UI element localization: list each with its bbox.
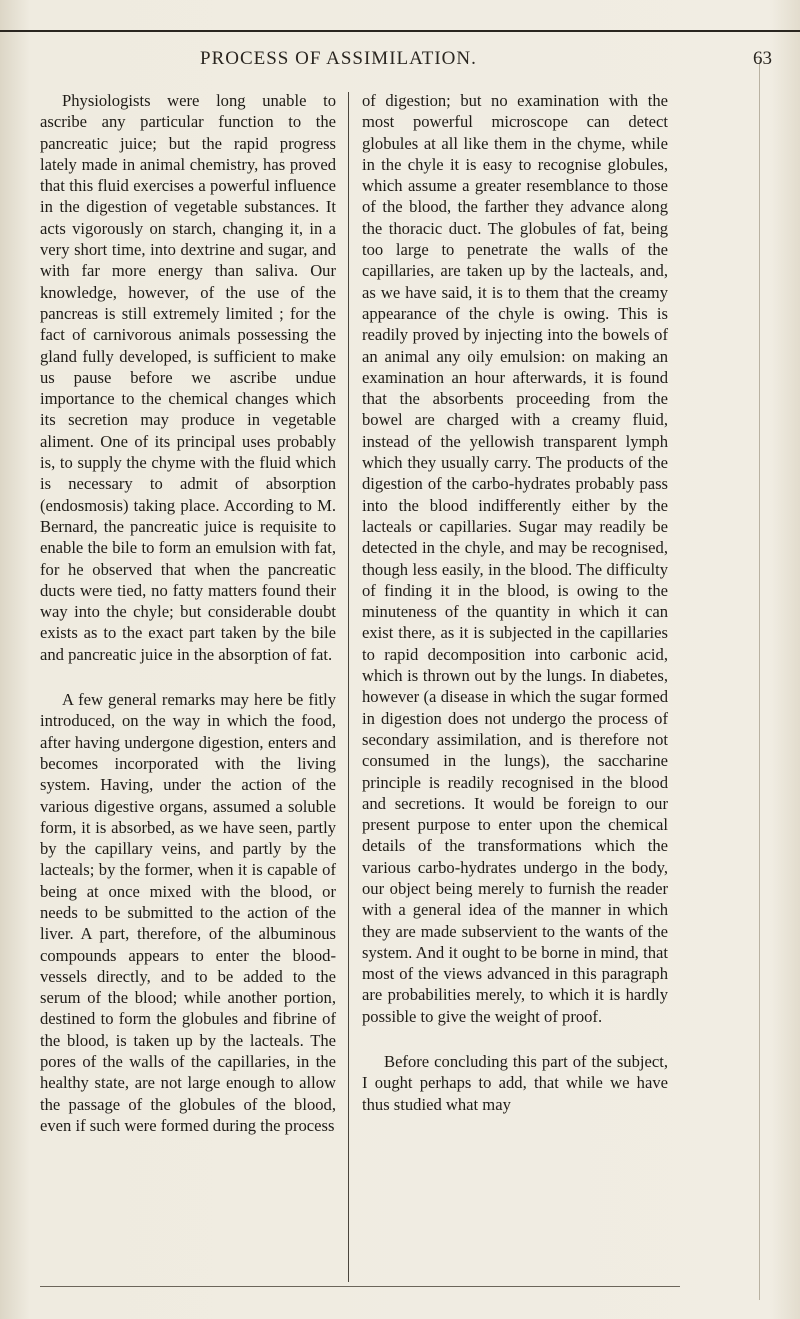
paragraph: Before concluding this part of the subject, I ought perhaps to add, that while we have thus studied what may [362,1052,668,1114]
running-head [0,48,800,78]
right-column [362,90,668,1115]
left-column [40,90,336,1136]
page-edge [759,60,800,1300]
paragraph: A few general remarks may here be fitly introduced, on the way in which the food, after having undergone digestion, enters and becomes incorporated with the living system. Having, under the action of the various digestive organs, assumed a soluble form, it is absorbed, as we have seen, partly by the capillary veins, and partly by the lacteals; by the former, when it is capable of being at once mixed with the blood, or needs to be submitted to the action of the liver. A part, therefore, of the albuminous compounds appears to enter the blood-vessels directly, and to be added to the serum of the blood; while another portion, destined to form the globules and fibrine of the blood, is taken up by the lacteals. The pores of the walls of the capillaries, in the healthy state, are not large enough to allow the passage of the globules of the blood, even if such were formed during the process [40,690,336,1135]
top-rule [0,30,800,32]
bottom-rule [40,1286,680,1287]
running-title: PROCESS OF ASSIMILATION. [200,48,477,69]
page-number: 63 [753,48,772,69]
paragraph: Physiologists were long unable to ascribe any particular function to the pancreatic juice; but the rapid progress lately made in animal chemistry, has proved that this fluid exercises a powerful influence in the digestion of vegetable substances. It acts vigorously on starch, changing it, in a very short time, into dextrine and sugar, and with far more energy than saliva. Our knowledge, however, of the use of the pancreas is still extremely limited ; for the fact of carnivorous animals possessing the gland fully developed, is sufficient to make us pause before we ascribe undue importance to the chemical changes which its secretion may produce in vegetable aliment. One of its principal uses probably is, to supply the chyme with the fluid which is necessary to admit of absorption (endosmosis) taking place. According to M. Bernard, the pancreatic juice is requisite to enable the bile to form an emulsion with fat, for he observed that when the pancreatic ducts were tied, no fatty matters found their way into the chyle; but considerable doubt exists as to the exact part taken by the bile and pancreatic juice in the absorption of fat. [40,91,336,664]
paragraph: of digestion; but no examination with the most powerful microscope can detect globules at all like them in the chyme, while in the chyle it is easy to recognise globules, which assume a greater resemblance to those of the blood, the farther they advance along the thoracic duct. The globules of fat, being too large to penetrate the walls of the capillaries, are taken up by the lacteals, and, as we have said, it is to them that the creamy appearance of the chyle is owing. This is readily proved by injecting into the bowels of an animal any oily emulsion: on making an examination an hour afterwards, it is found that the absorbents proceeding from the bowel are charged with a creamy fluid, instead of the yellowish transparent lymph which they usually carry. The products of the digestion of the carbo-hydrates probably pass into the blood indifferently either by the lacteals or capillaries. Sugar may readily be detected in the chyle, and may be recognised, though less easily, in the blood. The difficulty of finding it in the blood, is owing to the minuteness of the quantity in which it can exist there, as it is subjected in the capillaries to rapid decomposition into carbonic acid, which is thrown out by the lungs. In diabetes, however (a disease in which the sugar formed in digestion does not undergo the process of secondary assimilation, and is therefore not consumed in the lungs), the saccharine principle is readily recognised in the blood and secretions. It would be foreign to our present purpose to enter upon the chemical details of the transformations which the various carbo-hydrates undergo in the body, our object being merely to furnish the reader with a general idea of the manner in which they are made subservient to the wants of the system. And it ought to be borne in mind, that most of the views advanced in this paragraph are probabilities merely, to which it is hardly possible to give the weight of proof. [362,91,668,1026]
column-divider [348,92,349,1282]
